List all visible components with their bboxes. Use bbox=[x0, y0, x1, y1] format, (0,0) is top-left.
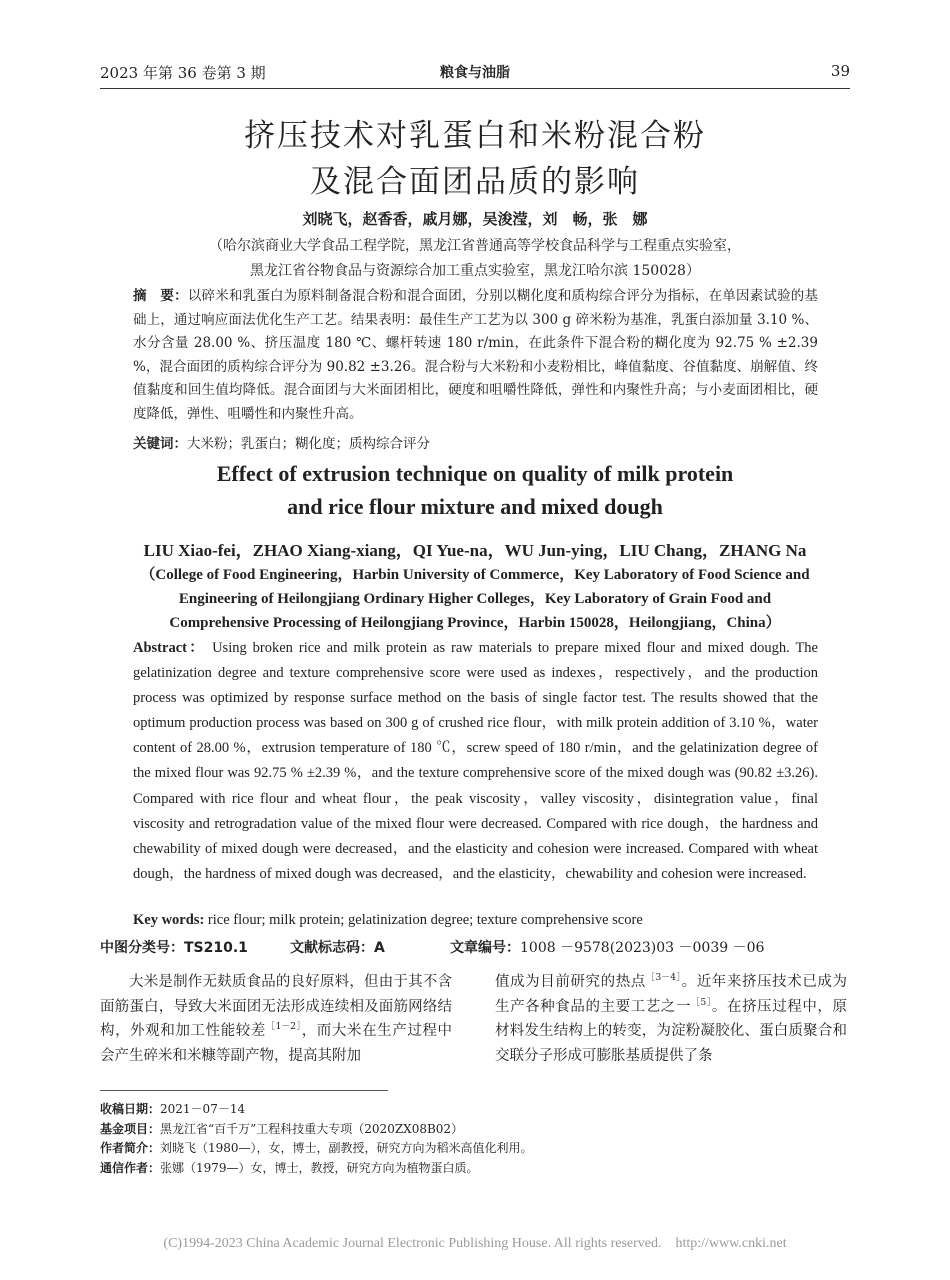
footnote-text: 2021－07－14 bbox=[160, 1102, 246, 1116]
running-header-issue: 2023 年第 36 卷第 3 期 bbox=[100, 64, 266, 82]
footnote-label: 基金项目： bbox=[100, 1121, 161, 1136]
keywords-en-text: rice flour; milk protein; gelatinization degree; texture comprehensive score bbox=[207, 912, 643, 928]
title-en-line-2: and rice flour mixture and mixed dough bbox=[287, 494, 663, 519]
affiliation-en-line-2: Engineering of Heilongjiang Ordinary Higher Colleges，Key Laboratory of Grain Food and bbox=[178, 591, 772, 607]
keywords-cn-label: 关键词： bbox=[133, 436, 187, 452]
document-code-value: A bbox=[374, 940, 385, 956]
keywords-en-label: Key words: bbox=[133, 912, 205, 928]
abstract-cn-label: 摘 要： bbox=[133, 288, 188, 304]
cnki-link[interactable]: http://www.cnki.net bbox=[675, 1236, 787, 1251]
footnote-received bbox=[100, 1100, 850, 1120]
title-cn-line-1: 挤压技术对乳蛋白和米粉混合粉 bbox=[244, 118, 706, 154]
footnote-text: 黑龙江省“百千万”工程科技重大专项（2020ZX08B02） bbox=[160, 1121, 464, 1136]
title-cn-line-2: 及混合面团品质的影响 bbox=[310, 164, 640, 200]
affiliation-en-line-3: Comprehensive Processing of Heilongjiang Province，Harbin 150028，Heilongjiang，China） bbox=[169, 615, 781, 631]
abstract-cn bbox=[133, 285, 818, 426]
page-number: 39 bbox=[830, 62, 850, 80]
keywords-cn-text: 大米粉；乳蛋白；糊化度；质构综合评分 bbox=[187, 436, 430, 452]
body-column-2 bbox=[495, 970, 847, 1068]
footnote-text: 刘晓飞（1980—），女，博士，副教授，研究方向为稻米高值化利用。 bbox=[160, 1141, 533, 1155]
copyright-footer bbox=[0, 1236, 950, 1252]
footnote-text: 张娜（1979—）女，博士，教授，研究方向为植物蛋白质。 bbox=[160, 1160, 479, 1175]
clc-number bbox=[100, 937, 248, 957]
abstract-en-text: Using broken rice and milk protein as raw materials to prepare mixed flour and mixed dough. The gelatinization degree and texture comprehensive score were used as indexes，respectively，and the production process was optimized by response surface method on the basis of single factor test. The results showed that the optimum production process was based on 300 g of crushed rice flour，with milk protein addition of 3.10 %，water content of 28.00 %，extrusion temperature of 180 ℃，screw speed of 180 r/min，and the gelatinization degree of the mixed flour was 92.75 % ±2.39 %，and the texture comprehensive score of the mixed dough was (90.82 ±3.26). Compared with rice flour and wheat flour，the peak viscosity，valley viscosity，disintegration value，final viscosity and retrogradation value of the mixed flour were decreased. Compared with rice dough，the hardness and chewability of mixed dough were decreased，and the elasticity and cohesion were increased. Compared with wheat dough，the hardness of mixed dough was decreased，and the elasticity，chewability and cohesion were increased. bbox=[133, 640, 818, 882]
citation-ref: ［3－4］ bbox=[645, 973, 682, 984]
footnote-author-bio bbox=[100, 1139, 850, 1159]
footnote-corresponding-author bbox=[100, 1159, 850, 1179]
keywords-cn bbox=[133, 432, 818, 452]
footnote-funding bbox=[100, 1120, 850, 1140]
footnote-rule bbox=[100, 1090, 388, 1091]
body-text: 值成为目前研究的热点 bbox=[495, 974, 646, 990]
article-number bbox=[450, 937, 764, 957]
body-column-1 bbox=[100, 970, 452, 1068]
authors-en: LIU Xiao-fei，ZHAO Xiang-xiang，QI Yue-na，WU Jun-ying，LIU Chang，ZHANG Na bbox=[143, 541, 807, 560]
title-en-line-1: Effect of extrusion technique on quality of milk protein bbox=[216, 461, 734, 486]
copyright-text: (C)1994-2023 China Academic Journal Electronic Publishing House. All rights reserved. bbox=[163, 1236, 662, 1251]
document-code bbox=[290, 937, 385, 957]
body-text: ，而大米在生产过程中会产生碎米和米糠等副产物，提高其附加 bbox=[100, 1023, 453, 1064]
clc-value: TS210.1 bbox=[184, 940, 248, 956]
body-text: 大米是制作无麸质食品的良好原料，但由于其不含面筋蛋白，导致大米面团无法形成连续相及面筋网络结构，外观和加工性能较差 bbox=[100, 974, 452, 1039]
clc-label: 中图分类号： bbox=[100, 940, 184, 956]
body-text: 。在挤压过程中，原材料发生结构上的转变，为淀粉凝胶化、蛋白质聚合和交联分子形成可膨胀基质提供了条 bbox=[495, 998, 848, 1064]
affiliation-en-line-1: （College of Food Engineering，Harbin University of Commerce，Key Laboratory of Food Science and bbox=[140, 567, 810, 583]
running-header-journal: 粮食与油脂 bbox=[440, 65, 510, 81]
keywords-en bbox=[133, 912, 643, 929]
body-text: 。近年来挤压技术已成为生产各种食品的主要工艺之一 bbox=[495, 974, 848, 1015]
abstract-en-label: Abstract： bbox=[133, 640, 207, 656]
document-code-label: 文献标志码： bbox=[290, 940, 374, 956]
article-number-value: 1008 －9578(2023)03 －0039 －06 bbox=[520, 940, 765, 956]
affiliation-cn-line-1: （哈尔滨商业大学食品工程学院，黑龙江省普通高等学校食品科学与工程重点实验室， bbox=[209, 238, 741, 254]
affiliation-cn-line-2: 黑龙江省谷物食品与资源综合加工重点实验室，黑龙江哈尔滨 150028） bbox=[250, 263, 700, 279]
footnote-label: 收稿日期： bbox=[100, 1102, 161, 1116]
abstract-en bbox=[133, 636, 818, 887]
header-rule bbox=[100, 88, 850, 89]
authors-cn: 刘晓飞，赵香香，戚月娜，吴浚滢，刘 畅，张 娜 bbox=[302, 210, 648, 228]
footnote-label: 通信作者： bbox=[100, 1160, 161, 1175]
citation-ref: ［1－2］ bbox=[265, 1022, 302, 1033]
article-number-label: 文章编号： bbox=[450, 940, 520, 956]
abstract-cn-text: 以碎米和乳蛋白为原料制备混合粉和混合面团，分别以糊化度和质构综合评分为指标，在单因素试验的基础上，通过响应面法优化生产工艺。结果表明：最佳生产工艺为以 300 g 碎米粉为基准，乳蛋白添加量 3.10 %、水分含量 28.00 %、挤压温度 180 ℃、螺杆转速 180 r/min，在此条件下混合粉的糊化度为 92.75 % ±2.39 %，混合面团的质构综合评分为 90.82 ±3.26。混合粉与大米粉和小麦粉相比，峰值黏度、谷值黏度、崩解值、终值黏度和回生值均降低。混合面团与大米面团相比，硬度和咀嚼性降低，弹性和内聚性升高；与小麦面团相比，硬度降低，弹性、咀嚼性和内聚性升高。 bbox=[133, 288, 819, 422]
citation-ref: ［5］ bbox=[690, 997, 712, 1008]
footnote-label: 作者简介： bbox=[100, 1141, 161, 1155]
footnotes bbox=[100, 1100, 850, 1178]
